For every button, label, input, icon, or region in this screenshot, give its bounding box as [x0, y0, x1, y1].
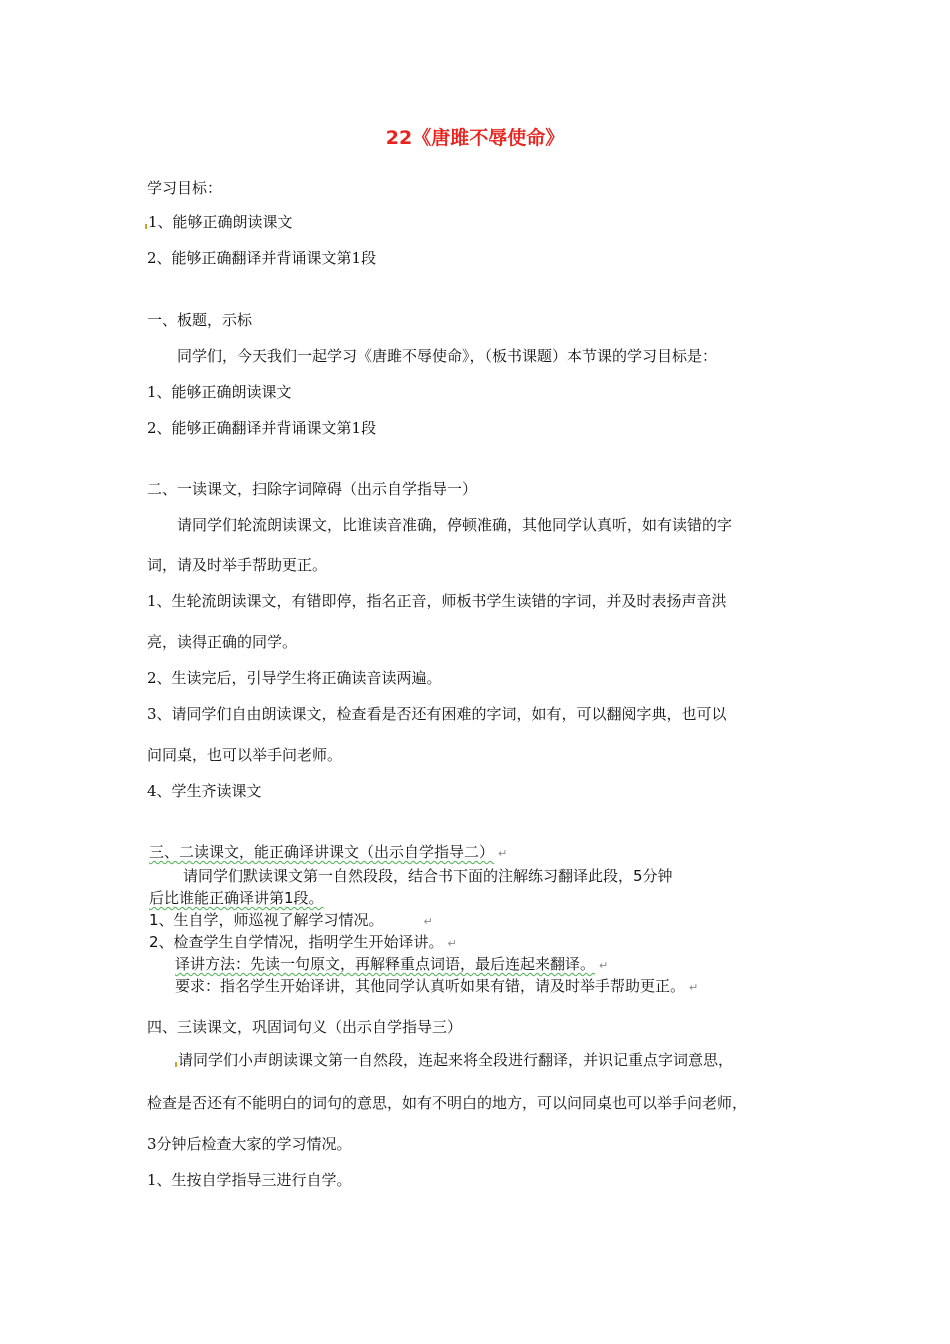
section-4-paragraph-line-1: 请同学们小声朗读课文第一自然段，连起来将全段进行翻译，并识记重点字词意思， — [175, 1050, 733, 1070]
goal-item-2: 2、能够正确翻译并背诵课文第1段 — [147, 249, 377, 267]
section-3-paragraph-line-2: 后比谁能正确译讲第1段。 — [149, 889, 324, 907]
section-3-heading: 三、二读课文，能正确译讲课文（出示自学指导二） ↵ — [149, 843, 508, 861]
revision-mark — [175, 1062, 177, 1067]
section-3-item-2: 2、检查学生自学情况，指明学生开始译讲。 ↵ — [149, 933, 457, 951]
section-2-item-3-line-2: 问同桌，也可以举手问老师。 — [147, 746, 343, 764]
section-3-item-1: 1、生自学，师巡视了解学习情况。 ↵ — [149, 911, 433, 929]
section-2-item-1-line-1: 1、生轮流朗读课文，有错即停，指名正音，师板书学生读错的字词，并及时表扬声音洪 — [147, 592, 727, 610]
section-4-heading: 四、三读课文，巩固词句义（出示自学指导三） — [147, 1018, 463, 1036]
section-1-heading: 一、板题，示标 — [147, 311, 253, 329]
section-4-paragraph-line-2: 检查是否还有不能明白的词句的意思，如有不明白的地方，可以问同桌也可以举手问老师， — [147, 1094, 748, 1112]
section-3-method: 译讲方法：先读一句原文，再解释重点词语，最后连起来翻译。 ↵ — [175, 955, 609, 973]
section-4-paragraph-line-3: 3分钟后检查大家的学习情况。 — [147, 1135, 352, 1153]
section-1-item-2: 2、能够正确翻译并背诵课文第1段 — [147, 419, 377, 437]
section-2-paragraph-line-2: 词，请及时举手帮助更正。 — [147, 556, 328, 574]
section-2-item-1-line-2: 亮，读得正确的同学。 — [147, 633, 298, 651]
section-3-requirement: 要求：指名学生开始译讲，其他同学认真听如果有错，请及时举手帮助更正。 ↵ — [175, 977, 699, 995]
section-2-paragraph-line-1: 请同学们轮流朗读课文，比谁读音准确，停顿准确，其他同学认真听，如有读错的字 — [177, 516, 733, 534]
revision-mark — [145, 224, 147, 229]
section-1-intro: 同学们，今天我们一起学习《唐雎不辱使命》，（板书课题）本节课的学习目标是： — [177, 347, 718, 365]
document-title: 22《唐雎不辱使命》 — [385, 127, 565, 149]
section-3-paragraph-line-1: 请同学们默读课文第一自然段段，结合书下面的注解练习翻译此段，5分钟 — [183, 867, 673, 885]
section-4-item-1: 1、生按自学指导三进行自学。 — [147, 1171, 352, 1189]
section-1-item-1: 1、能够正确朗读课文 — [147, 383, 292, 401]
section-2-item-4: 4、学生齐读课文 — [147, 782, 262, 800]
section-2-item-2: 2、生读完后，引导学生将正确读音读两遍。 — [147, 669, 442, 687]
section-2-item-3-line-1: 3、请同学们自由朗读课文，检查看是否还有困难的字词，如有，可以翻阅字典，也可以 — [147, 705, 727, 723]
section-2-heading: 二、一读课文，扫除字词障碍（出示自学指导一） — [147, 480, 478, 498]
goals-heading: 学习目标： — [147, 179, 223, 197]
goal-item-1: 1、能够正确朗读课文 — [145, 212, 293, 232]
